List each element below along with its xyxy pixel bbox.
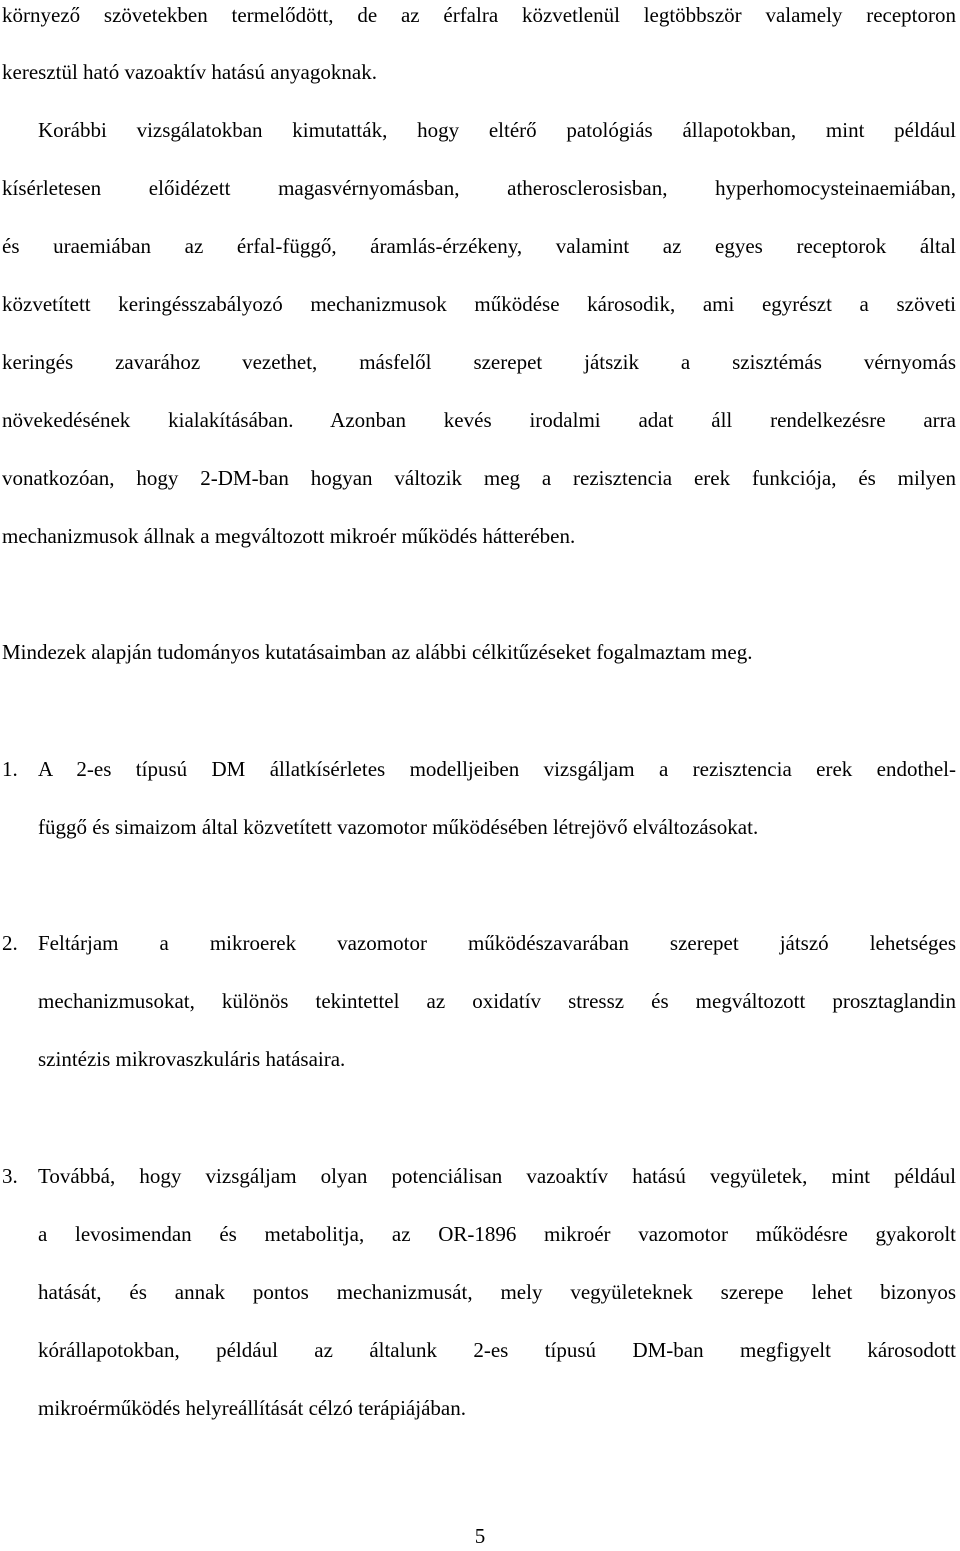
page-number: 5 [474,1524,486,1548]
intro-line-1: környező szövetekben termelődött, de az érfalra közvetlenül legtöbbször valamely receptoron [2,3,956,27]
goal-2-line-3: szintézis mikrovaszkuláris hatásaira. [38,1047,346,1071]
para1-line-1: Korábbi vizsgálatokban kimutatták, hogy eltérő patológiás állapotokban, mint például [38,118,956,142]
goal-1-line-1: A 2-es típusú DM állatkísérletes modelljeiben vizsgáljam a rezisztencia erek endothel- [38,757,956,781]
goal-3-line-1: Továbbá, hogy vizsgáljam olyan potenciálisan vazoaktív hatású vegyületek, mint például [38,1164,956,1188]
goal-3-line-4: kórállapotokban, például az általunk 2-es típusú DM-ban megfigyelt károsodott [38,1338,956,1362]
goal-1-line-2: függő és simaizom által közvetített vazomotor működésében létrejövő elváltozásokat. [38,815,759,839]
para1-line-6: növekedésének kialakításában. Azonban kevés irodalmi adat áll rendelkezésre arra [2,408,956,432]
goal-2-line-1: Feltárjam a mikroerek vazomotor működészavarában szerepet játszó lehetséges [38,931,956,955]
goal-number-3: 3. [2,1164,18,1188]
goal-number-1: 1. [2,757,18,781]
para1-line-7: vonatkozóan, hogy 2-DM-ban hogyan változik meg a rezisztencia erek funkciója, és milyen [2,466,956,490]
intro-line-2: keresztül ható vazoaktív hatású anyagoknak. [2,60,377,84]
para1-line-4: közvetített keringésszabályozó mechanizmusok működése károsodik, ami egyrészt a szöveti [2,292,956,316]
summary-line: Mindezek alapján tudományos kutatásaimban az alábbi célkitűzéseket fogalmaztam meg. [2,640,753,664]
para1-line-8: mechanizmusok állnak a megváltozott mikroér működés hátterében. [2,524,576,548]
goal-2-line-2: mechanizmusokat, különös tekintettel az oxidatív stressz és megváltozott prosztaglandin [38,989,956,1013]
goal-3-line-5: mikroérműködés helyreállítását célzó terápiájában. [38,1396,466,1420]
para1-line-2: kísérletesen előidézett magasvérnyomásban, atherosclerosisban, hyperhomocysteinaemiában, [2,176,956,200]
goal-3-line-3: hatását, és annak pontos mechanizmusát, mely vegyületeknek szerepe lehet bizonyos [38,1280,956,1304]
para1-line-3: és uraemiában az érfal-függő, áramlás-érzékeny, valamint az egyes receptorok által [2,234,956,258]
goal-number-2: 2. [2,931,18,955]
goal-3-line-2: a levosimendan és metabolitja, az OR-1896 mikroér vazomotor működésre gyakorolt [38,1222,956,1246]
para1-line-5: keringés zavarához vezethet, másfelől szerepet játszik a szisztémás vérnyomás [2,350,956,374]
